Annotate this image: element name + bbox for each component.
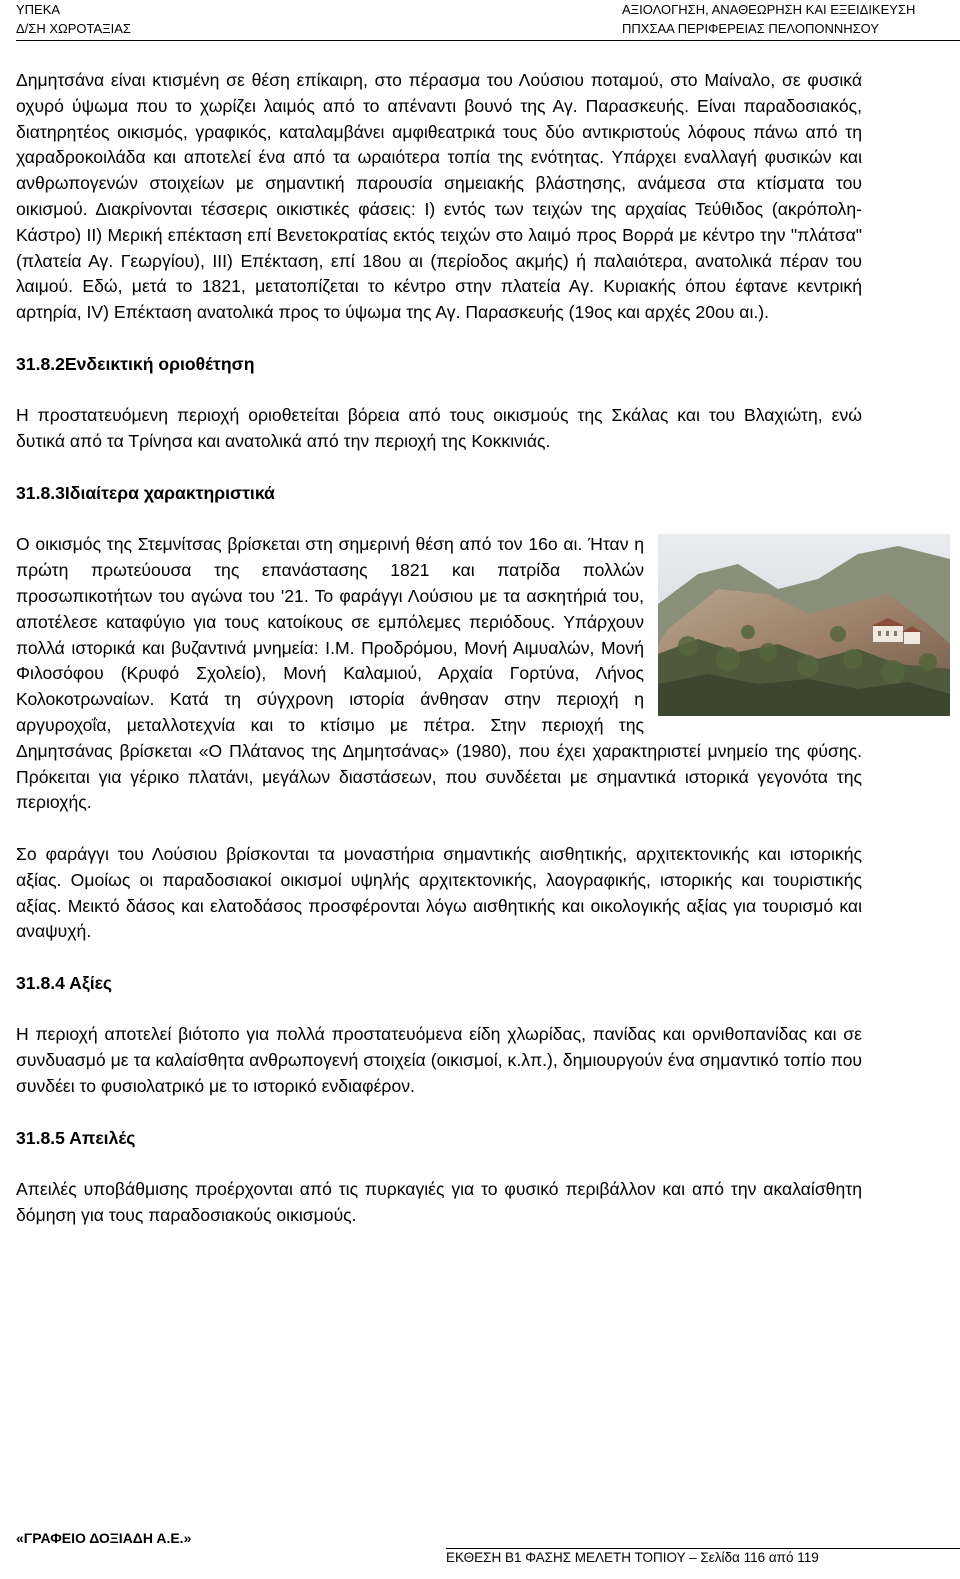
gorge-paragraph: Σο φαράγγι του Λούσιου βρίσκονται τα μοναστήρια σημαντικής αισθητικής, αρχιτεκτονικής και ιστορικής αξίας. Ομοίως οι παραδοσιακοί οικισμοί υψηλής αρχιτεκτονικής, λαογραφικής, ιστορικής και τουριστικής αξίας. Μεικτό δάσος και ελατοδάσος προσφέρονται λόγω αισθητικής και οικολογικής αξίας για τουρισμό και αναψυχή. (16, 843, 862, 942)
features-block (16, 532, 862, 816)
document-body (16, 68, 862, 1229)
header-divider (16, 40, 960, 41)
header-ministry: ΥΠΕΚΑ (16, 2, 61, 17)
section-heading-boundaries: 31.8.2Ενδεικτική οριοθέτηση (16, 353, 255, 374)
header-project-subtitle: ΠΠΧΣΑΑ ΠΕΡΙΦΕΡΕΙΑΣ ΠΕΛΟΠΟΝΝΗΣΟΥ (622, 21, 880, 36)
intro-paragraph: Δημητσάνα είναι κτισμένη σε θέση επίκαιρη, στο πέρασμα του Λούσιου ποταμού, στο Μαίναλο, σε φυσικά οχυρό ύψωμα που το χωρίζει λαιμός από το απέναντι βουνό της Αγ. Παρασκευής. Είναι παραδοσιακός, διατηρητέος οικισμός, γραφικός, καταλαμβάνει αμφιθεατρικά τους δύο αντικριστούς λόφους πάνω από τη χαραδροκοιλάδα και αποτελεί ένα από τα ωραιότερα τοπία της ενότητας. Υπάρχει εναλλαγή φυσικών και ανθρωπογενών στοιχείων με σημαντική παρουσία σημειακής βλάστησης, ανάμεσα στα κτίσματα του οικισμού. Διακρίνονται τέσσερις οικιστικές φάσεις: Ι) εντός των τειχών της αρχαίας Τεύθιδος (ακρόπολη-Κάστρο) ΙΙ) Μερική επέκταση επί Βενετοκρατίας εκτός τειχών στο λαιμό προς Βορρά με κέντρο την "πλάτσα" (πλατεία Αγ. Γεωργίου), ΙΙΙ) Επέκταση, επί 18ου αι (περίοδος ακμής) ή παλαιότερα, ανατολικά πέραν του λαιμού. Εδώ, μετά το 1821, μετατοπίζεται το κέντρο στην πλατεία Αγ. Κυριακής όπου έφτανε κεντρική αρτηρία, ΙV) Επέκταση ανατολικά προς το ύψωμα της Αγ. Παρασκευής (19ος και αρχές 20ου αι.). (16, 70, 862, 323)
header-directorate: Δ/ΣΗ ΧΩΡΟΤΑΞΙΑΣ (16, 21, 131, 36)
section-heading-features: 31.8.3Ιδιαίτερα χαρακτηριστικά (16, 482, 275, 503)
footer-company: «ΓΡΑΦΕΙΟ ΔΟΞΙΑΔΗ Α.Ε.» (16, 1530, 192, 1546)
footer-page-info: ΕΚΘΕΣΗ Β1 ΦΑΣΗΣ ΜΕΛΕΤΗ ΤΟΠΙΟΥ – Σελίδα 116 από 119 (446, 1550, 819, 1565)
boundaries-paragraph: Η προστατευόμενη περιοχή οριοθετείται βόρεια από τους οικισμούς της Σκάλας και του Βλαχιώτη, ενώ δυτικά από τα Τρίνησα και ανατολικά από την περιοχή της Κοκκινιάς. (16, 405, 862, 452)
header-project-title: ΑΞΙΟΛΟΓΗΣΗ, ΑΝΑΘΕΩΡΗΣΗ ΚΑΙ ΕΞΕΙΔΙΚΕΥΣΗ (622, 2, 916, 17)
section-heading-threats: 31.8.5 Απειλές (16, 1127, 136, 1148)
header-right (622, 0, 960, 38)
section-heading-values: 31.8.4 Αξίες (16, 972, 113, 993)
threats-paragraph: Απειλές υποβάθμισης προέρχονται από τις πυρκαγιές για το φυσικό περιβάλλον και από την ακαλαίσθητη δόμηση για τους παραδοσιακούς οικισμούς. (16, 1179, 862, 1226)
footer-divider (446, 1548, 960, 1549)
gorge-monastery-photo (658, 534, 950, 716)
values-paragraph: Η περιοχή αποτελεί βιότοπο για πολλά προστατευόμενα είδη χλωρίδας, πανίδας και ορνιθοπανίδας και σε συνδυασμό με τα καλαίσθητα ανθρωπογενή στοιχεία (οικισμοί, κ.λπ.), δημιουργούν ένα σημαντικό τοπίο που συνδέει το φυσιολατρικό με το ιστορικό ενδιαφέρον. (16, 1024, 862, 1097)
features-paragraph: Ο οικισμός της Στεμνίτσας βρίσκεται στη σημερινή θέση από τον 16ο αι. Ήταν η πρώτη πρωτεύουσα της επανάστασης 1821 και πατρίδα πολλών προσωπικοτήτων του αγώνα του '21. Το φαράγγι Λούσιου με τα ασκητήριά του, αποτέλεσε καταφύγιο για τους κατοίκους σε εμπόλεμες περιόδους. Υπάρχουν πολλά ιστορικά και βυζαντινά μνημεία: Ι.Μ. Προδρόμου, Μονή Αιμυαλών, Μονή Φιλοσόφου (Κρυφό Σχολείο), Μονή Καλαμιού, Αρχαία Γορτύνα, Λήνος Κολοκοτρωναίων. Κατά τη σύγχρονη ιστορία άνθησαν στην περιοχή η αργυροχοΐα, μεταλλοτεχνία και το κτίσιμο με πέτρα. Στην περιοχή της Δημητσάνας βρίσκεται «Ο Πλάτανος της Δημητσάνας» (1980), που έχει χαρακτηριστεί μνημείο της φύσης. Πρόκειται για γέρικο πλατάνι, μεγάλων διαστάσεων, που συνδέεται με σημαντικά ιστορικά γεγονότα της περιοχής. (16, 534, 862, 813)
header-left (16, 0, 131, 38)
